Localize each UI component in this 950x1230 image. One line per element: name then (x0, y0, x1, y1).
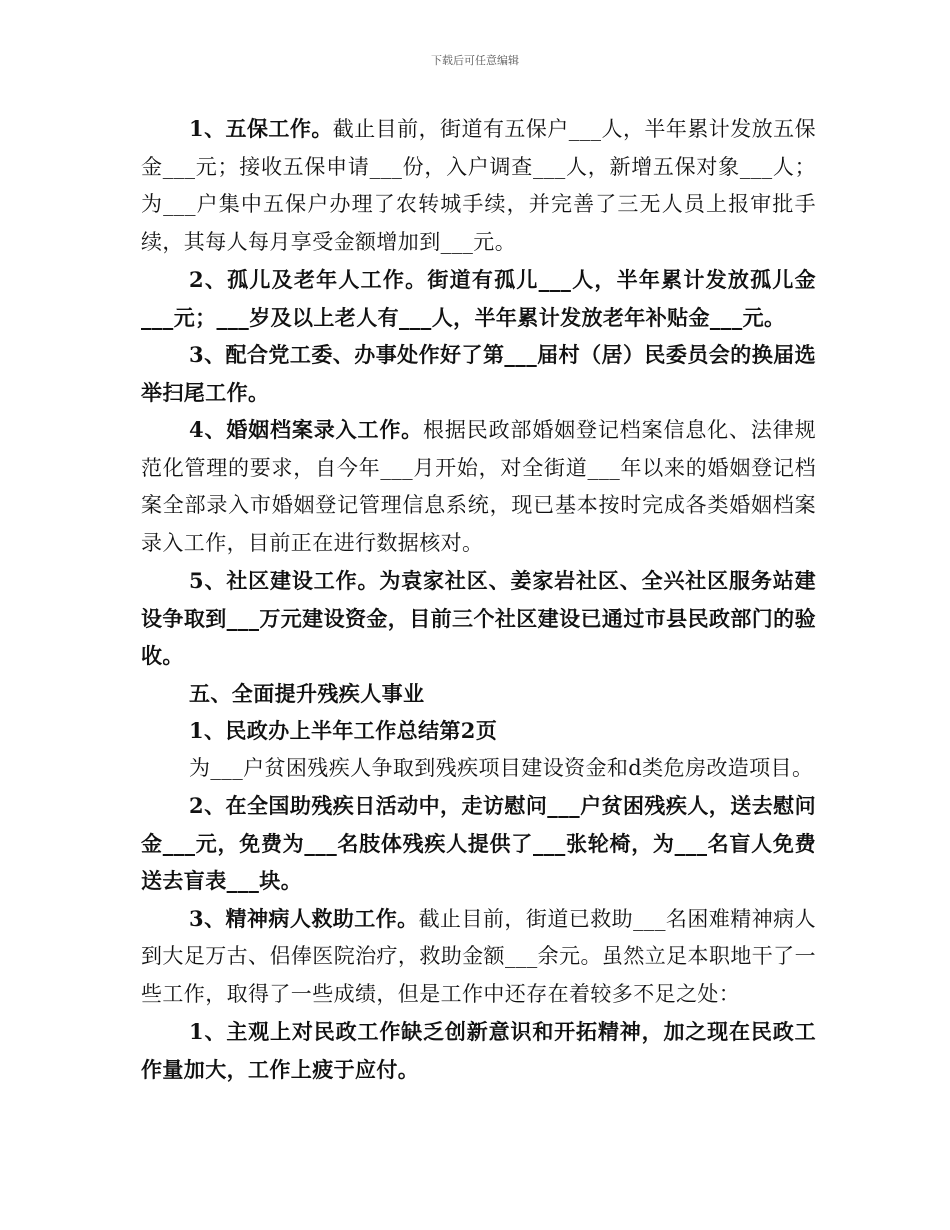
paragraph-11: 1、主观上对民政工作缺乏创新意识和开拓精神，加之现在民政工作量加大，工作上疲于应付。 (141, 1019, 816, 1082)
section-heading-5: 五、全面提升残疾人事业 (189, 680, 425, 706)
paragraph-10-heading: 3、精神病人救助工作。 (189, 905, 419, 931)
paragraph-5: 5、社区建设工作。为袁家社区、姜家岩社区、全兴社区服务站建设争取到___万元建设资金，目前三个社区建设已通过市县民政部门的验收。 (141, 568, 816, 668)
paragraph-9: 2、在全国助残疾日活动中，走访慰问___户贫困残疾人，送去慰问金___元，免费为___名肢体残疾人提供了___张轮椅，为___名盲人免费送去盲表___块。 (141, 793, 816, 893)
paragraph-10 (141, 900, 816, 1014)
paragraph-1-text: 截止目前，街道有五保户___人，半年累计发放五保金___元；接收五保申请___份，入户调查___人，新增五保对象___人；为___户集中五保户办理了农转城手续，并完善了三无人员上报审批手续，其每人每月享受金额增加到___元。 (141, 117, 816, 254)
paragraph-10-text: 截止目前，街道已救助___名困难精神病人到大足万古、侣俸医院治疗，救助金额___余元。虽然立足本职地干了一些工作，取得了一些成绩，但是工作中还存在着较多不足之处： (141, 906, 817, 1006)
paragraph-4-text: 根据民政部婚姻登记档案信息化、法律规范化管理的要求，自今年___月开始，对全街道___年以来的婚姻登记档案全部录入市婚姻登记管理信息系统，现已基本按时完成各类婚姻档案录入工作，目前正在进行数据核对。 (141, 418, 817, 555)
paragraph-3: 3、配合党工委、办事处作好了第___届村（居）民委员会的换届选举扫尾工作。 (141, 342, 816, 405)
page-title-line: 1、民政办上半年工作总结第2页 (189, 718, 498, 743)
document-body (141, 110, 816, 1088)
paragraph-1-heading: 1、五保工作。 (189, 116, 333, 141)
paragraph-2: 2、孤儿及老年人工作。街道有孤儿___人，半年累计发放孤儿金___元；___岁及以上老人有___人，半年累计发放老年补贴金___元。 (141, 267, 816, 330)
paragraph-8: 为___户贫困残疾人争取到残疾项目建设资金和d类危房改造项目。 (189, 755, 814, 780)
paragraph-4-heading: 4、婚姻档案录入工作。 (189, 417, 424, 442)
paragraph-4 (141, 411, 816, 562)
page-header: 下载后可任意编辑 (431, 54, 519, 67)
paragraph-1 (141, 110, 816, 261)
